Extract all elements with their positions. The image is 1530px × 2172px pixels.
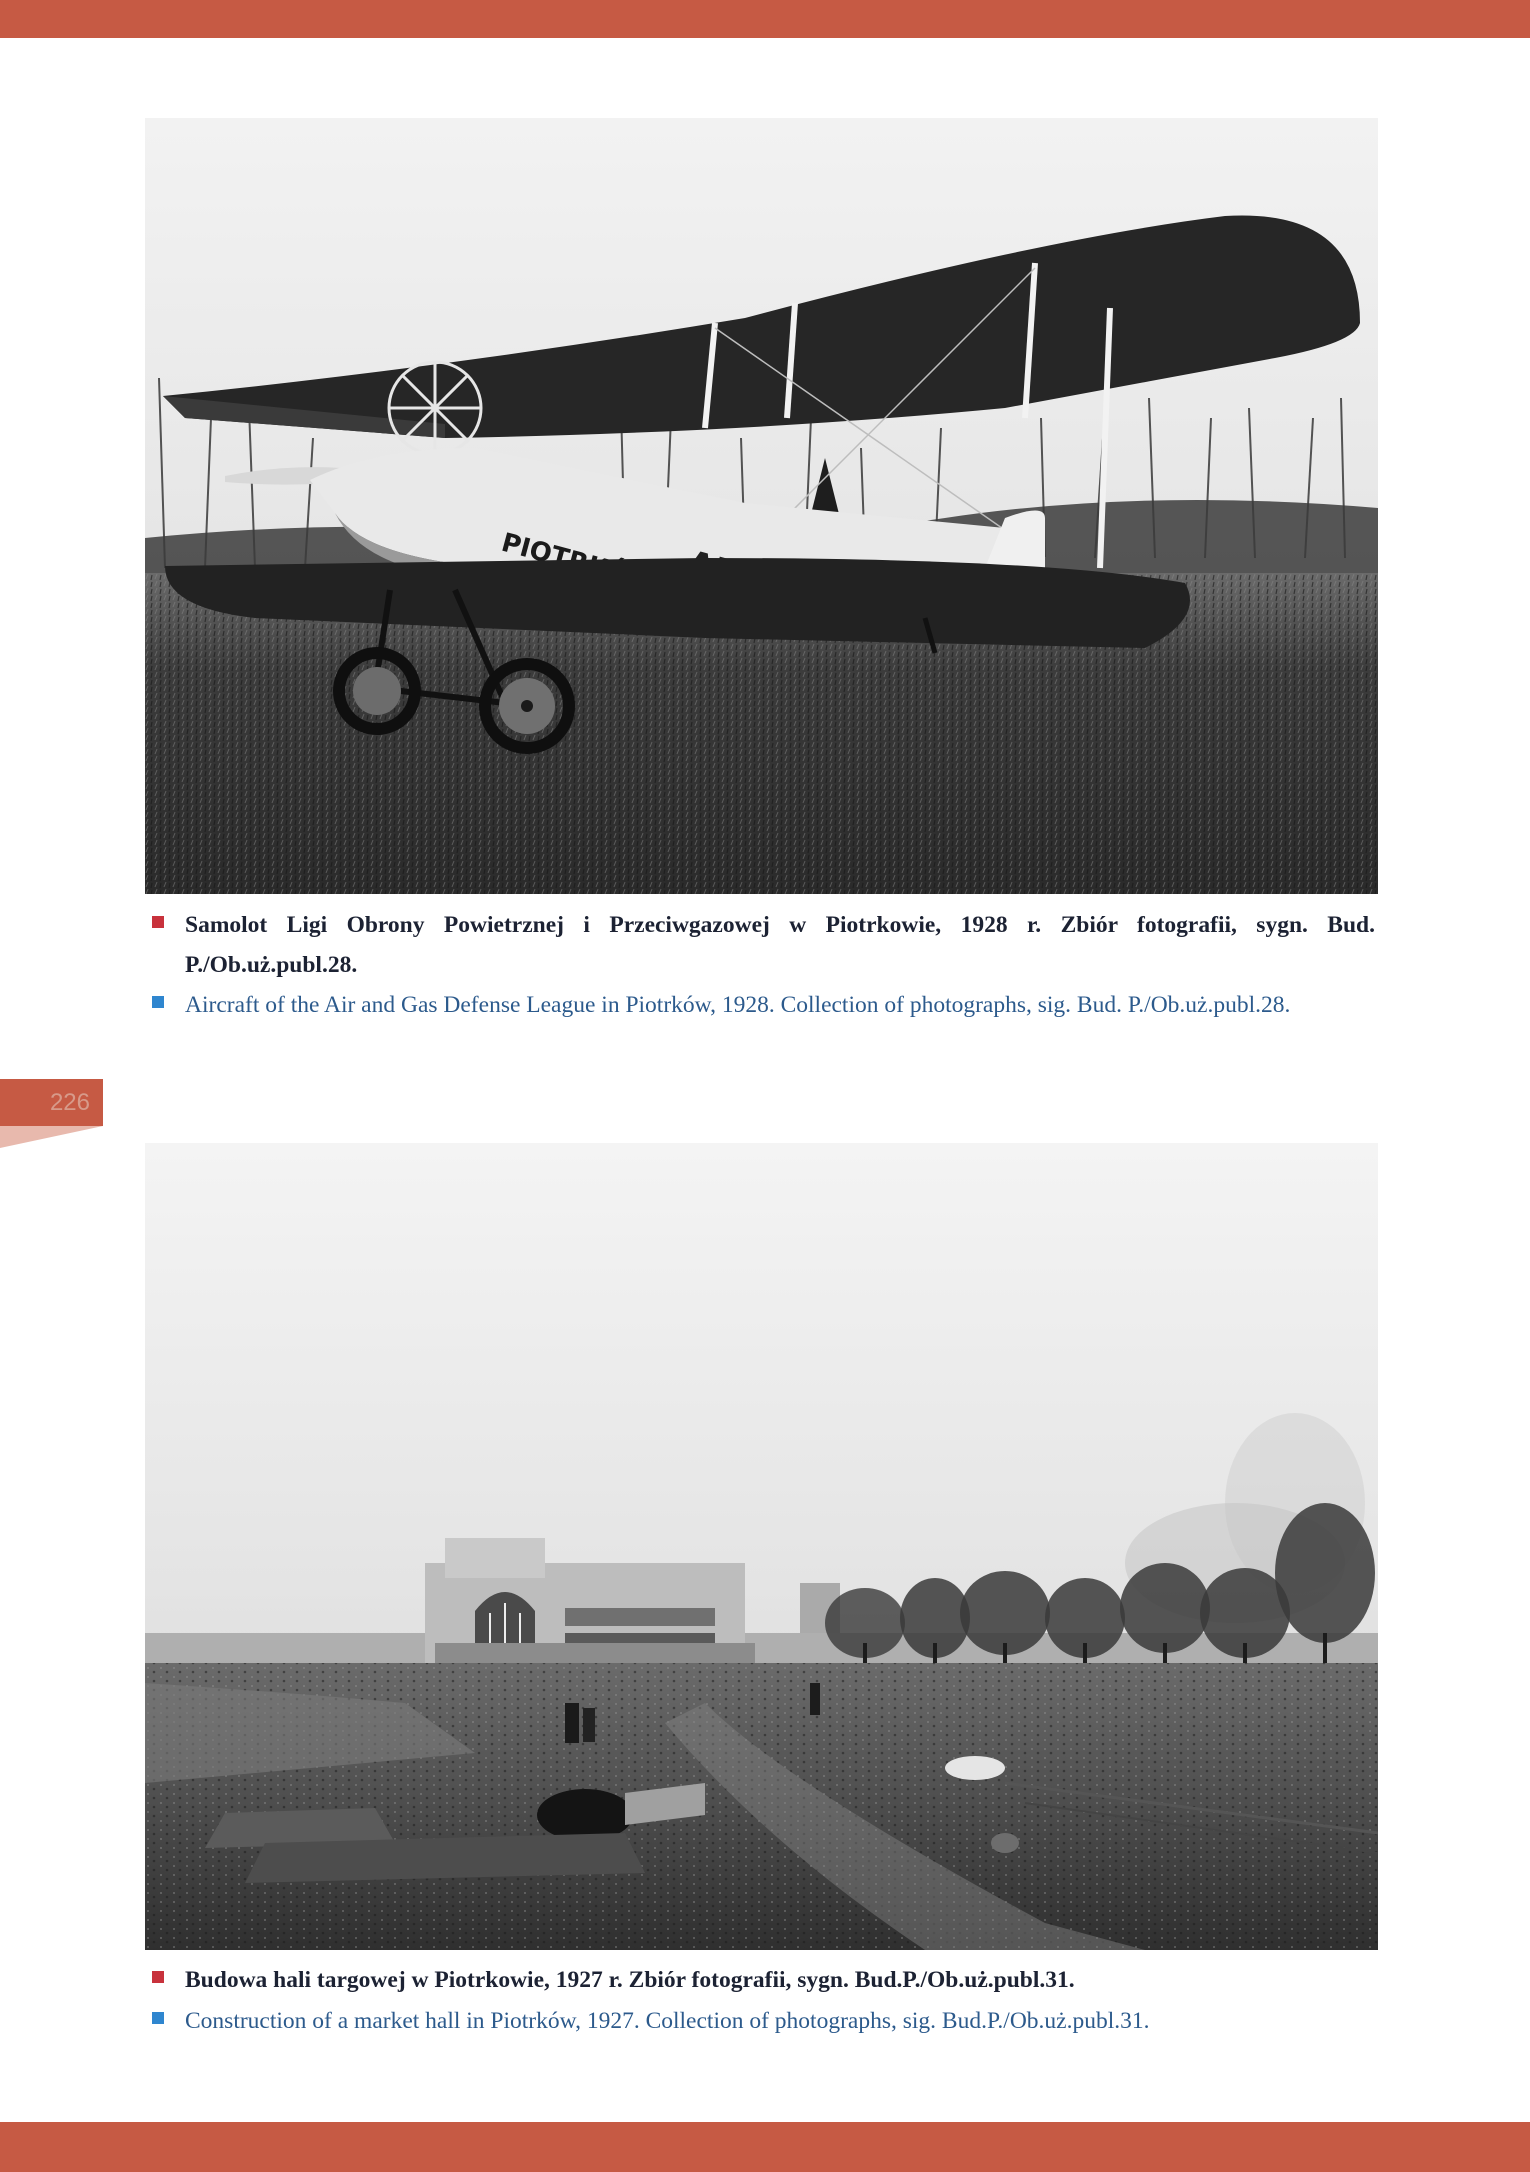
caption-polish: Budowa hali targowej w Piotrkowie, 1927 r. Zbiór fotografii, sygn. Bud.P./Ob.uż.publ.31. (185, 1967, 1075, 1993)
market-hall-photo (145, 1143, 1378, 1950)
english-caption-bullet (152, 2012, 164, 2024)
page-number: 226 (49, 1089, 90, 1116)
caption-english: Aircraft of the Air and Gas Defense League in Piotrków, 1928. Collection of photographs, sig. Bud. P./Ob.uż.publ.28. (185, 992, 1291, 1018)
biplane-photo (145, 118, 1378, 894)
bottom-color-band (0, 2122, 1530, 2172)
english-caption-bullet (152, 996, 164, 1008)
caption-polish: Samolot Ligi Obrony Powietrznej i Przeciwgazowej w Piotrkowie, 1928 r. Zbiór fotografii, sygn. Bud. P./Ob.uż.publ.28. (185, 912, 1375, 978)
polish-caption-bullet (152, 916, 164, 928)
top-color-band (0, 0, 1530, 38)
page-number-tab (0, 1079, 103, 1126)
page-tab-flap (0, 1126, 103, 1148)
caption-english: Construction of a market hall in Piotrków, 1927. Collection of photographs, sig. Bud.P./Ob.uż.publ.31. (185, 2008, 1150, 2034)
polish-caption-bullet (152, 1971, 164, 1983)
